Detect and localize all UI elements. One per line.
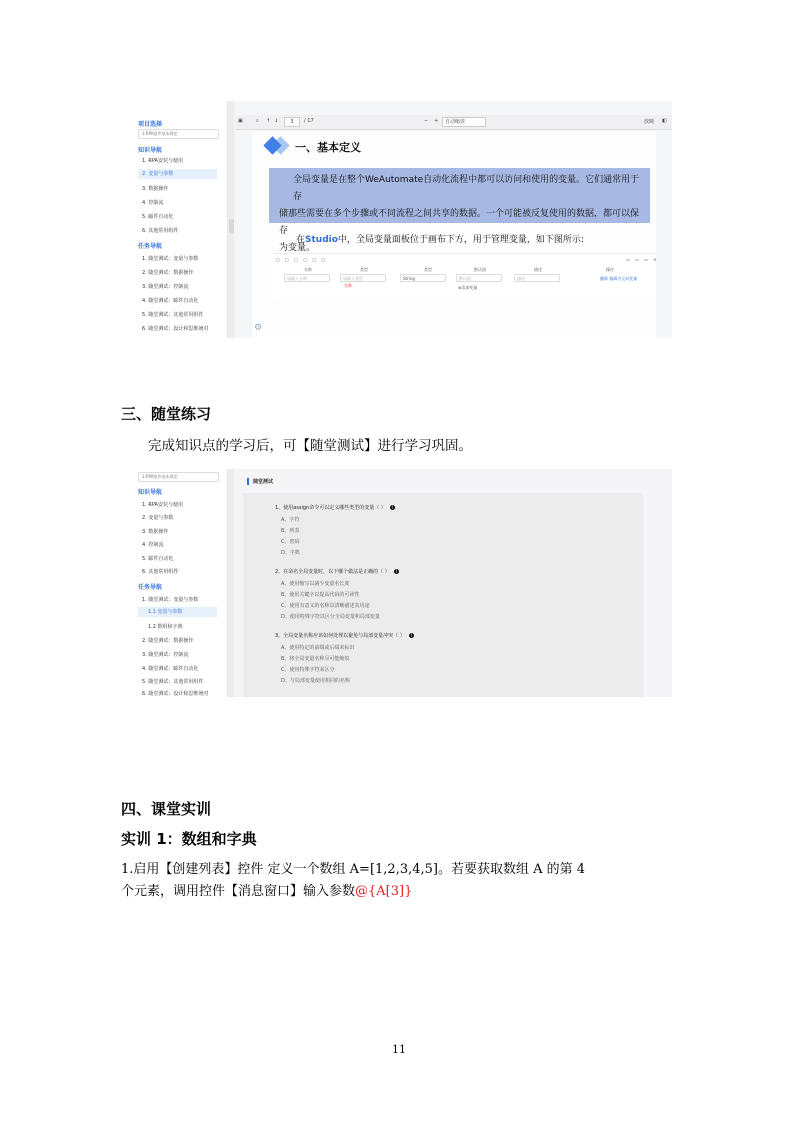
- studio-line: [296, 232, 584, 245]
- project-select[interactable]: 3.RPA组件基本理论: [138, 129, 219, 139]
- help-icon[interactable]: ?: [395, 569, 398, 574]
- robot-icon: ⚙: [254, 323, 263, 333]
- nav-knowledge-item[interactable]: 2. 变量与参数: [142, 515, 174, 521]
- question-2-option[interactable]: D、使用特殊字符以区分全局变量和局部变量: [281, 614, 380, 620]
- sidebar-scrollbar[interactable]: [228, 469, 234, 697]
- section-3-body: 完成知识点的学习后，可【随堂测试】进行学习巩固。: [148, 438, 472, 454]
- training-1-line-1: 1.启用【创建列表】控件 定义一个数组 A=[1,2,3,4,5]。若要获取数组 A 的第 4: [121, 862, 586, 877]
- training-1-line-2-text: 个元素，调用控件【消息窗口】输入参数: [121, 884, 356, 899]
- row-actions[interactable]: 删除 编辑为全局变量: [600, 276, 638, 281]
- add-variable-label: 添加变量: [461, 285, 478, 290]
- nav-section-task: 任务导航: [138, 584, 163, 591]
- help-icon[interactable]: ?: [410, 633, 413, 638]
- search-icon[interactable]: ⌕: [256, 118, 259, 124]
- definition-line: 全局变量是在整个WeAutomate自动化流程中都可以访问和使用的变量。它们通常用于存: [293, 175, 640, 202]
- pdf-page: [252, 131, 659, 338]
- nav-knowledge-item[interactable]: 6. 其他常用组件: [142, 569, 179, 575]
- table-header: 类型: [360, 267, 368, 272]
- question-3-option[interactable]: B、将全局变量名称尽可能缩短: [281, 656, 350, 662]
- page-total: / 17: [304, 118, 314, 124]
- question-1-option[interactable]: C、密码: [281, 539, 300, 545]
- nav-task-item[interactable]: 5. 随堂测试：其他常用组件: [142, 312, 204, 318]
- description-placeholder: 描述: [517, 276, 525, 281]
- nav-knowledge-item-active[interactable]: 2. 变量与参数: [138, 169, 217, 179]
- section-heading-4: 四、课堂实训: [121, 800, 212, 818]
- code-parameter: @{A[3]}: [355, 884, 413, 899]
- arrow-down-icon[interactable]: ↓: [274, 118, 279, 124]
- question-1-option[interactable]: A、字符: [281, 517, 300, 523]
- nav-task-item[interactable]: 3. 随堂测试：控制流: [142, 284, 189, 290]
- question-1-option[interactable]: D、字典: [281, 550, 300, 556]
- default-value-placeholder: 默认值: [459, 276, 471, 281]
- section-heading-3: 三、随堂练习: [121, 405, 212, 423]
- question-1: [275, 504, 395, 511]
- nav-knowledge-item[interactable]: 1. RPA安装与使用: [142, 158, 183, 164]
- question-3-option[interactable]: A、使用特定的前缀或后缀来标识: [281, 645, 355, 651]
- nav-task-item[interactable]: 5. 随堂测试：其他常用组件: [142, 679, 204, 685]
- question-3-option[interactable]: D、与局部变量使用相同的名称: [281, 678, 350, 684]
- type-input[interactable]: [340, 274, 386, 282]
- help-icon[interactable]: ?: [391, 505, 394, 510]
- screenshot-global-variables: [121, 101, 672, 338]
- question-1-text: 1、使用assign命令可以定义哪些类型的变量（ ）: [275, 505, 386, 511]
- question-3-option[interactable]: C、使用特殊字符来区分: [281, 667, 335, 673]
- nav-task-item[interactable]: 6. 随堂测试：设计和思维统对: [142, 691, 209, 697]
- nav-section-knowledge: 知识导航: [138, 147, 163, 154]
- training-1-line-2: [121, 880, 412, 899]
- nav-task-item[interactable]: 6. 随堂测试：设计和思维统对: [142, 326, 209, 332]
- table-header: 类型: [424, 267, 432, 272]
- screenshot-quiz: [121, 469, 672, 697]
- arrow-up-icon[interactable]: ↑: [266, 118, 271, 124]
- name-input-placeholder: 请输入名称: [287, 276, 307, 281]
- studio-line-prefix: 在: [296, 235, 306, 245]
- question-1-option[interactable]: B、列表: [281, 528, 300, 534]
- nav-task-item[interactable]: 2. 随堂测试：数据操作: [142, 270, 194, 276]
- nav-knowledge-item[interactable]: 4. 控制流: [142, 200, 164, 206]
- nav-knowledge-item[interactable]: 4. 控制流: [142, 542, 164, 548]
- table-header: 默认值: [474, 267, 486, 272]
- studio-highlight: Studio: [305, 235, 338, 245]
- table-header: 名称: [304, 267, 312, 272]
- page-number-input[interactable]: 3: [284, 117, 300, 127]
- question-2-text: 2、在命名全局变量时，以下哪个做法是正确的（ ）: [275, 569, 390, 575]
- question-2: [275, 568, 399, 575]
- question-3: [275, 632, 414, 639]
- table-header: 操作: [606, 267, 614, 272]
- pdf-viewer: [236, 101, 672, 338]
- nav-task-item[interactable]: 1. 随堂测试：变量与参数: [142, 597, 199, 603]
- question-2-option[interactable]: C、使用有意义的名称以清晰描述其用途: [281, 603, 370, 609]
- course-nav-sidebar: [121, 469, 228, 697]
- nav-task-subitem-active[interactable]: 1.1 变量与参数: [138, 607, 217, 617]
- nav-task-item[interactable]: 4. 随堂测试：邮件自动化: [142, 666, 199, 672]
- quiz-title: 随堂测试: [247, 478, 273, 485]
- variables-panel-toolbar: ▢ ▢ ▢ ▢ ▢ ▢: [276, 257, 328, 262]
- nav-task-item[interactable]: 2. 随堂测试：数据操作: [142, 638, 194, 644]
- page-heading: 一、基本定义: [295, 141, 361, 154]
- sidebar-toggle-icon[interactable]: ▣: [238, 118, 243, 124]
- name-input[interactable]: [284, 274, 330, 282]
- add-variable-button[interactable]: ⊕ 添加变量: [458, 285, 478, 290]
- presentation-label[interactable]: 放映: [644, 119, 655, 125]
- panel-window-icons[interactable]: ▭ ▭ ▭ ✕: [626, 257, 659, 262]
- studio-line-suffix: 中，全局变量面板位于画布下方，用于管理变量，如下图所示:: [337, 235, 584, 245]
- table-header: 描述: [534, 267, 542, 272]
- nav-knowledge-item[interactable]: 3. 数据操作: [142, 186, 169, 192]
- definition-line: 储那些需要在多个步骤或不同流程之间共享的数据。一个可能被反复使用的数据，都可以保存: [279, 209, 640, 236]
- nav-section-task: 任务导航: [138, 243, 163, 250]
- course-nav-sidebar: [121, 101, 228, 338]
- nav-section-knowledge: 知识导航: [138, 489, 163, 496]
- quiz-panel: [241, 469, 672, 697]
- nav-task-subitem[interactable]: 1.2 数组和字典: [148, 624, 183, 630]
- nav-task-item[interactable]: 3. 随堂测试：控制流: [142, 652, 189, 658]
- training-1-heading: 实训 1：数组和字典: [121, 830, 257, 848]
- sidebar-collapse-handle[interactable]: [229, 219, 234, 233]
- variables-panel: [274, 253, 659, 298]
- default-value-input[interactable]: [456, 274, 502, 282]
- quiz-card: [243, 493, 643, 697]
- question-2-option[interactable]: A、使用缩写以减少变量名长度: [281, 581, 350, 587]
- nav-knowledge-item[interactable]: 1. RPA安装与使用: [142, 502, 183, 508]
- nav-knowledge-item[interactable]: 6. 其他常用组件: [142, 228, 179, 234]
- nav-knowledge-item[interactable]: 5. 邮件自动化: [142, 214, 174, 220]
- project-select[interactable]: 3.RPA组件基本理论: [138, 472, 219, 482]
- nav-section-project: 项目选择: [138, 121, 163, 128]
- zoom-select[interactable]: 自动缩放: [442, 117, 486, 127]
- more-icon[interactable]: ◧: [662, 118, 667, 124]
- nav-task-item[interactable]: 4. 随堂测试：邮件自动化: [142, 298, 199, 304]
- definition-line: 为变量。: [279, 243, 316, 253]
- validation-error: 名称: [344, 283, 352, 288]
- type-select[interactable]: [400, 274, 446, 282]
- nav-knowledge-item[interactable]: 5. 邮件自动化: [142, 556, 174, 562]
- pdf-toolbar: [236, 115, 672, 130]
- description-input[interactable]: [514, 274, 560, 282]
- question-3-text: 3、全局变量名称应该如何处理以避免与局部变量冲突（ ）: [275, 633, 405, 639]
- question-2-option[interactable]: B、使用关键字以提高代码的可读性: [281, 592, 360, 598]
- zoom-in-icon[interactable]: +: [434, 118, 439, 124]
- nav-task-item[interactable]: 1. 随堂测试：变量与参数: [142, 256, 199, 262]
- type-input-placeholder: 请输入类型: [343, 276, 363, 281]
- nav-knowledge-item[interactable]: 3. 数据操作: [142, 529, 169, 535]
- page-number: 11: [392, 1043, 406, 1056]
- zoom-out-icon[interactable]: −: [424, 118, 429, 124]
- type-select-value: String: [403, 276, 415, 281]
